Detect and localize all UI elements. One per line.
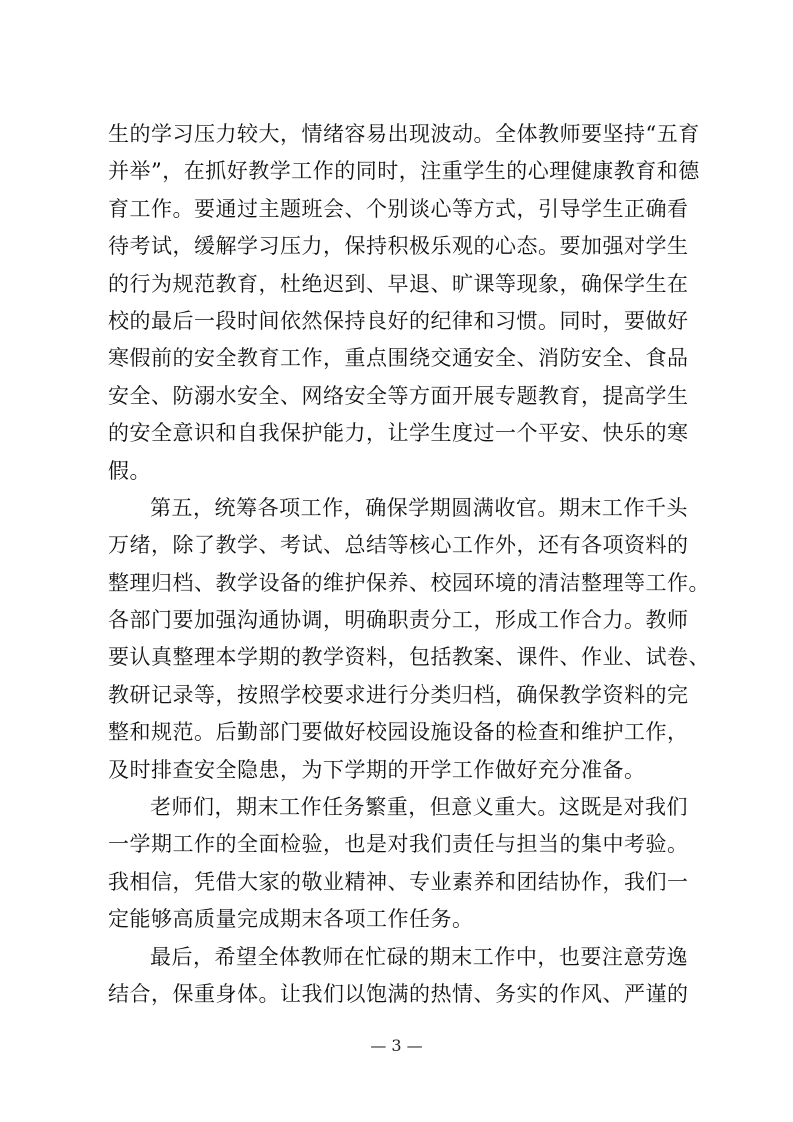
text-line: 各部门要加强沟通协调，明确职责分工，形成工作合力。教师: [108, 608, 689, 633]
text-line: 生的学习压力较大，情绪容易出现波动。全体教师要坚持“五育: [108, 122, 700, 146]
text-line: 及时排查安全隐患，为下学期的开学工作做好充分准备。: [108, 757, 646, 782]
text-line: 教研记录等，按照学校要求进行分类归档，确保教学资料的完: [108, 682, 689, 707]
body-text: [108, 116, 710, 1013]
text-line: 万绪，除了教学、考试、总结等核心工作外，还有各项资料的: [108, 533, 689, 558]
text-line: 的行为规范教育，杜绝迟到、早退、旷课等现象，确保学生在: [108, 271, 689, 296]
text-line: 育工作。要通过主题班会、个别谈心等方式，引导学生正确看: [108, 196, 689, 221]
text-line: 校的最后一段时间依然保持良好的纪律和习惯。同时，要做好: [108, 308, 689, 333]
text-line: 我相信，凭借大家的敬业精神、专业素养和团结协作，我们一: [108, 869, 689, 894]
text-line: 寒假前的安全教育工作，重点围绕交通安全、消防安全、食品: [108, 346, 689, 371]
paragraph-start-line: 老师们，期末工作任务繁重，但意义重大。这既是对我们: [150, 795, 688, 820]
text-line: 的安全意识和自我保护能力，让学生度过一个平安、快乐的寒: [108, 421, 689, 446]
text-line: 要认真整理本学期的教学资料，包括教案、课件、作业、试卷、: [108, 645, 710, 670]
text-line: 整和规范。后勤部门要做好校园设施设备的检查和维护工作，: [108, 720, 689, 745]
text-line: 并举”，在抓好教学工作的同时，注重学生的心理健康教育和德: [108, 159, 700, 184]
text-line: 安全、防溺水安全、网络安全等方面开展专题教育，提高学生: [108, 383, 689, 408]
paragraph-start-line: 第五，统筹各项工作，确保学期圆满收官。期末工作千头: [150, 495, 688, 520]
text-line: 整理归档、教学设备的维护保养、校园环境的清洁整理等工作。: [108, 570, 710, 595]
text-line: 结合，保重身体。让我们以饱满的热情、务实的作风、严谨的: [108, 981, 689, 1006]
page-number: — 3 —: [370, 1036, 423, 1055]
paragraph-start-line: 最后，希望全体教师在忙碌的期末工作中，也要注意劳逸: [150, 944, 688, 969]
text-line: 待考试，缓解学习压力，保持积极乐观的心态。要加强对学生: [108, 234, 689, 259]
text-line: 一学期工作的全面检验，也是对我们责任与担当的集中考验。: [108, 832, 689, 857]
text-line: 假。: [108, 458, 151, 483]
text-line: 定能够高质量完成期末各项工作任务。: [108, 907, 474, 932]
